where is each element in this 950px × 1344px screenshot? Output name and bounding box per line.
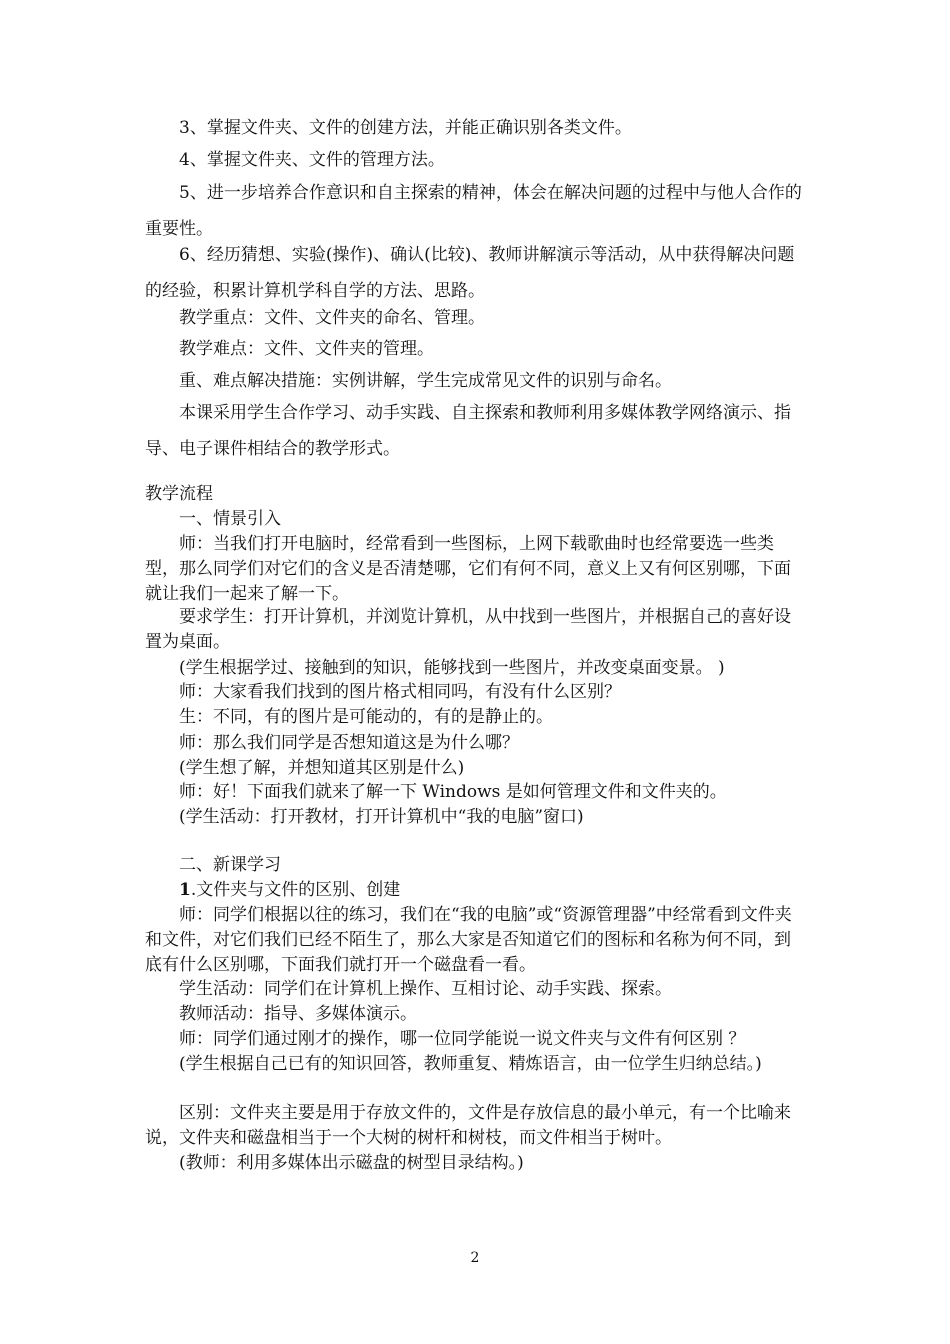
section2-para-5: (学生根据自己已有的知识回答，教师重复、精炼语言，由一位学生归纳总结。) xyxy=(179,1054,762,1074)
objective-3: 3、掌握文件夹、文件的创建方法，并能正确识别各类文件。 xyxy=(179,118,632,138)
section2-title: 二、新课学习 xyxy=(179,855,281,875)
section2-para-4: 师：同学们通过刚才的操作，哪一位同学能说一说文件夹与文件有何区别 ？ xyxy=(179,1029,746,1049)
subsection-1-title xyxy=(145,878,807,903)
section1-title: 一、情景引入 xyxy=(179,509,281,529)
section2-para-2: 学生活动：同学们在计算机上操作、互相讨论、动手实践、探索。 xyxy=(179,979,672,999)
key-point: 教学重点：文件、文件夹的命名、管理。 xyxy=(179,308,485,328)
difficulty: 教学难点：文件、文件夹的管理。 xyxy=(179,339,434,359)
section2-para-1: 师：同学们根据以往的练习，我们在“我的电脑”或“资源管理器”中经常看到文件夹和文件，对它们我们已经不陌生了，那么大家是否知道它们的图标和名称为何不同，到底有什么区别哪，下面我们就打开一个磁盘看一看。 xyxy=(145,905,792,975)
section1-para-4: 师：大家看我们找到的图片格式相同吗，有没有什么区别？ xyxy=(179,682,621,702)
section1-para-1: 师：当我们打开电脑时，经常看到一些图标，上网下载歌曲时也经常要选一些类型，那么同学们对它们的含义是否清楚哪，它们有何不同，意义上又有何区别哪，下面就让我们一起来了解一下。 xyxy=(145,534,791,604)
teaching-form: 本课采用学生合作学习、动手实践、自主探索和教师利用多媒体教学网络演示、指导、电子课件相结合的教学形式。 xyxy=(145,403,791,459)
objective-5: 5、进一步培养合作意识和自主探索的精神，体会在解决问题的过程中与他人合作的重要性。 xyxy=(145,183,802,239)
section1-para-7: (学生想了解，并想知道其区别是什么) xyxy=(179,758,465,778)
section2-para-6: 区别：文件夹主要是用于存放文件的，文件是存放信息的最小单元，有一个比喻来说，文件夹和磁盘相当于一个大树的树杆和树枝，而文件相当于树叶。 xyxy=(145,1103,791,1148)
section1-para-9: (学生活动：打开教材，打开计算机中“我的电脑”窗口) xyxy=(179,807,584,827)
page-number: 2 xyxy=(470,1250,480,1266)
objective-6: 6、经历猜想、实验(操作)、确认(比较)、教师讲解演示等活动，从中获得解决问题的经验，积累计算机学科自学的方法、思路。 xyxy=(145,245,795,301)
subsection-1-number: 1 xyxy=(179,880,191,900)
flow-heading: 教学流程 xyxy=(145,484,213,504)
section1-para-6: 师：那么我们同学是否想知道这是为什么哪？ xyxy=(179,733,519,753)
section1-para-8: 师：好！下面我们就来了解一下 Windows 是如何管理文件和文件夹的。 xyxy=(179,782,727,802)
section2-para-7: (教师：利用多媒体出示磁盘的树型目录结构。) xyxy=(179,1153,524,1173)
section2-para-3: 教师活动：指导、多媒体演示。 xyxy=(179,1004,417,1024)
measures: 重、难点解决措施：实例讲解，学生完成常见文件的识别与命名。 xyxy=(179,371,672,391)
section1-para-3: (学生根据学过、接触到的知识，能够找到一些图片，并改变桌面变景。 ) xyxy=(179,658,725,678)
objective-4: 4、掌握文件夹、文件的管理方法。 xyxy=(179,150,445,170)
section1-para-2: 要求学生：打开计算机，并浏览计算机，从中找到一些图片，并根据自己的喜好设置为桌面。 xyxy=(145,607,791,652)
section1-para-5: 生：不同，有的图片是可能动的，有的是静止的。 xyxy=(179,707,553,727)
subsection-1-label: .文件夹与文件的区别、创建 xyxy=(190,880,401,900)
